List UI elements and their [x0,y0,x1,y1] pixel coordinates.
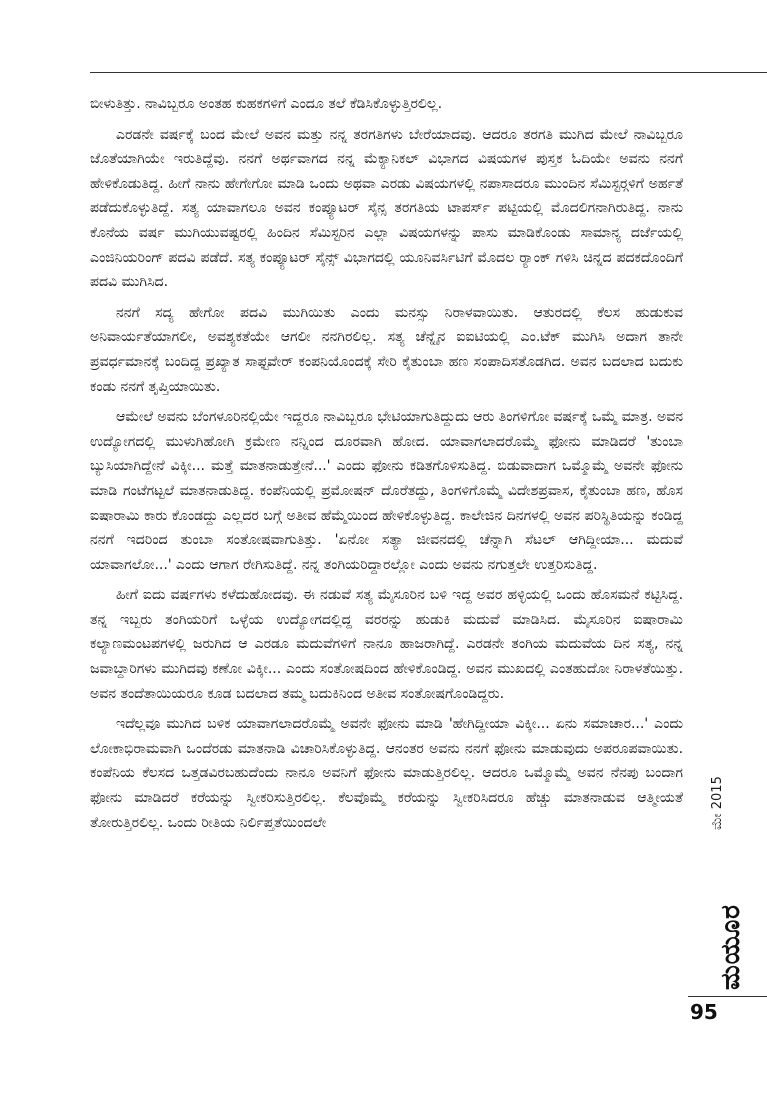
header-rule [90,72,767,73]
page-number: 95 [690,1000,718,1024]
article-paragraph: ಇದೆಲ್ಲವೂ ಮುಗಿದ ಬಳಿಕ ಯಾವಾಗಲಾದರೊಮ್ಮೆ ಅವನೇ ಫೋನು ಮಾಡಿ 'ಹೇಗಿದ್ದೀಯಾ ವಿಕ್ಕೀ... ಏನು ಸಮಾಚಾರ...' ಎಂದು ಲೋಕಾಭಿರಾಮವಾಗಿ ಒಂದೆರಡು ಮಾತನಾಡಿ ವಿಚಾರಿಸಿಕೊಳ್ಳುತಿದ್ದ. ಆನಂತರ ಅವನು ನನಗೆ ಫೋನು ಮಾಡುವುದು ಅಪರೂಪವಾಯಿತು. ಕಂಪೆನಿಯ ಕೆಲಸದ ಒತ್ತಡವಿರಬಹುದೆಂದು ನಾನೂ ಅವನಿಗೆ ಫೋನು ಮಾಡುತ್ತಿರಲಿಲ್ಲ. ಆದರೂ ಒಮ್ಮೊಮ್ಮೆ ಅವನ ನೆನಪು ಬಂದಾಗ ಫೋನು ಮಾಡಿದರೆ ಕರೆಯನ್ನು ಸ್ವೀಕರಿಸುತ್ತಿರಲಿಲ್ಲ. ಕೆಲವೊಮ್ಮೆ ಕರೆಯನ್ನು ಸ್ವೀಕರಿಸಿದರೂ ಹೆಚ್ಚು ಮಾತನಾಡುವ ಆತ್ಮೀಯತೆ ತೋರುತ್ತಿರಲಿಲ್ಲ. ಒಂದು ರೀತಿಯ ನಿರ್ಲಿಪ್ತತೆಯಿಂದಲೇ [90,716,683,831]
article-paragraph: ಹೀಗೆ ಐದು ವರ್ಷಗಳು ಕಳೆದುಹೋದವು. ಈ ನಡುವೆ ಸತ್ಯ ಮೈಸೂರಿನ ಬಳಿ ಇದ್ದ ಅವರ ಹಳ್ಳಿಯಲ್ಲಿ ಒಂದು ಹೊಸಮನೆ ಕಟ್ಟಿಸಿದ್ದ. ತನ್ನ ಇಬ್ಬರು ತಂಗಿಯರಿಗೆ ಒಳ್ಳೆಯ ಉದ್ಯೋಗದಲ್ಲಿದ್ದ ವರರನ್ನು ಹುಡುಕಿ ಮದುವೆ ಮಾಡಿಸಿದ. ಮೈಸೂರಿನ ಐಷಾರಾಮಿ ಕಲ್ಯಾಣಮಂಟಪಗಳಲ್ಲಿ ಜರುಗಿದ ಆ ಎರಡೂ ಮದುವೆಗಳಿಗೆ ನಾನೂ ಹಾಜರಾಗಿದ್ದೆ. ಎರಡನೇ ತಂಗಿಯ ಮದುವೆಯ ದಿನ ಸತ್ಯ, ನನ್ನ ಜವಾಬ್ದಾರಿಗಳು ಮುಗಿದವು ಕಣೋ ವಿಕ್ಕೀ... ಎಂದು ಸಂತೋಷದಿಂದ ಹೇಳಿಕೊಂಡಿದ್ದ. ಅವನ ಮುಖದಲ್ಲಿ ಎಂತಹುದೋ ನಿರಾಳತೆಯಿತ್ತು. ಅವನ ತಂದೆತಾಯಿಯರೂ ಕೂಡ ಬದಲಾದ ತಮ್ಮ ಬದುಕಿನಿಂದ ಅತೀವ ಸಂತೋಷಗೊಂಡಿದ್ದರು. [90,587,683,702]
article-paragraph: ಆಮೇಲೆ ಅವನು ಬೆಂಗಳೂರಿನಲ್ಲಿಯೇ ಇದ್ದರೂ ನಾವಿಬ್ಬರೂ ಭೇಟಿಯಾಗುತಿದ್ದುದು ಆರು ತಿಂಗಳಿಗೋ ವರ್ಷಕ್ಕೆ ಒಮ್ಮೆ ಮಾತ್ರ. ಅವನ ಉದ್ಯೋಗದಲ್ಲಿ ಮುಳುಗಿಹೋಗಿ ಕ್ರಮೇಣ ನನ್ನಿಂದ ದೂರವಾಗಿ ಹೋದ. ಯಾವಾಗಲಾದರೊಮ್ಮೆ ಫೋನು ಮಾಡಿದರೆ 'ತುಂಬಾ ಬ್ಯುಸಿಯಾಗಿದ್ದೇನೆ ವಿಕ್ಕೀ... ಮತ್ತೆ ಮಾತನಾಡುತ್ತೇನೆ...' ಎಂದು ಫೋನು ಕಡಿತಗೊಳಿಸುತಿದ್ದ. ಬಿಡುವಾದಾಗ ಒಮ್ಮೊಮ್ಮೆ ಅವನೇ ಫೋನು ಮಾಡಿ ಗಂಟೆಗಟ್ಟಲೆ ಮಾತನಾಡುತಿದ್ದ. ಕಂಪೆನಿಯಲ್ಲಿ ಪ್ರಮೋಷನ್ ದೊರೆತದ್ದು, ತಿಂಗಳಿಗೊಮ್ಮೆ ವಿದೇಶಪ್ರವಾಸ, ಕೈತುಂಬಾ ಹಣ, ಹೊಸ ಐಷಾರಾಮಿ ಕಾರು ಕೊಂಡದ್ದು ಎಲ್ಲದರ ಬಗ್ಗೆ ಅತೀವ ಹೆಮ್ಮೆಯಿಂದ ಹೇಳಿಕೊಳ್ಳುತಿದ್ದ. ಕಾಲೇಜಿನ ದಿನಗಳಲ್ಲಿ ಅವನ ಪರಿಸ್ಥಿತಿಯನ್ನು ಕಂಡಿದ್ದ ನನಗೆ ಇದರಿಂದ ತುಂಬಾ ಸಂತೋಷವಾಗುತಿತ್ತು. 'ಏನೋ ಸತ್ಯಾ ಜೀವನದಲ್ಲಿ ಚೆನ್ನಾಗಿ ಸೆಟಲ್ ಆಗಿದ್ದೀಯಾ... ಮದುವೆ ಯಾವಾಗಲೋ...' ಎಂದು ಆಗಾಗ ರೇಗಿಸುತಿದ್ದೆ. ನನ್ನ ತಂಗಿಯರಿದ್ದಾರಲ್ಲೋ ಎಂದು ಅವನು ನಗುತ್ತಲೇ ಉತ್ತರಿಸುತಿದ್ದ. [90,409,683,573]
article-paragraph: ಬೀಳುತಿತ್ತು. ನಾವಿಬ್ಬರೂ ಅಂತಹ ಕುಹಕಗಳಿಗೆ ಎಂದೂ ತಲೆ ಕೆಡಿಸಿಕೊಳ್ಳುತ್ತಿರಲಿಲ್ಲ. [90,96,443,112]
magazine-sidebar [688,826,746,996]
footer-rule [688,996,767,997]
article-paragraph: ಎರಡನೇ ವರ್ಷಕ್ಕೆ ಬಂದ ಮೇಲೆ ಅವನ ಮತ್ತು ನನ್ನ ತರಗತಿಗಳು ಬೇರೆಯಾದವು. ಆದರೂ ತರಗತಿ ಮುಗಿದ ಮೇಲೆ ನಾವಿಬ್ಬರೂ ಜೊತೆಯಾಗಿಯೇ ಇರುತಿದ್ದೆವು. ನನಗೆ ಅರ್ಥವಾಗದ ನನ್ನ ಮೆಕ್ಯಾನಿಕಲ್ ವಿಭಾಗದ ವಿಷಯಗಳ ಪುಸ್ತಕ ಓದಿಯೇ ಅವನು ನನಗೆ ಹೇಳಿಕೊಡುತಿದ್ದ. ಹೀಗೆ ನಾನು ಹೇಗೇಗೋ ಮಾಡಿ ಒಂದು ಅಥವಾ ಎರಡು ವಿಷಯಗಳಲ್ಲಿ ನಪಾಸಾದರೂ ಮುಂದಿನ ಸೆಮಿಸ್ಟರ‍್ಗಳಿಗೆ ಅರ್ಹತೆ ಪಡೆದುಕೊಳ್ಳುತಿದ್ದೆ. ಸತ್ಯ ಯಾವಾಗಲೂ ಅವನ ಕಂಪ್ಯೂಟರ್ ಸೈನ್ಸ ತರಗತಿಯ ಟಾಪರ್ಸ್ ಪಟ್ಟಿಯಲ್ಲಿ ಮೊದಲಿಗನಾಗಿರುತಿದ್ದ. ನಾನು ಕೊನೆಯ ವರ್ಷ ಮುಗಿಯುವಷ್ಟರಲ್ಲಿ ಹಿಂದಿನ ಸೆಮಿಸ್ಟರಿನ ಎಲ್ಲಾ ವಿಷಯಗಳನ್ನು ಪಾಸು ಮಾಡಿಕೊಂಡು ಸಾಮಾನ್ಯ ದರ್ಜೆಯಲ್ಲಿ ಎಂಜಿನಿಯರಿಂಗ್ ಪದವಿ ಪಡೆದೆ. ಸತ್ಯ ಕಂಪ್ಯೂಟರ್ ಸೈನ್ಸ್ ವಿಭಾಗದಲ್ಲಿ ಯೂನಿವರ್ಸಿಟಿಗೆ ಮೊದಲ ರ‍್ಯಾಂಕ್ ಗಳಿಸಿ ಚಿನ್ನದ ಪದಕದೊಂದಿಗೆ ಪದವಿ ಮುಗಿಸಿದ. [90,126,683,291]
magazine-logo-text: ಮಯೂರ [716,904,746,990]
article-paragraph: ನನಗೆ ಸದ್ಯ ಹೇಗೋ ಪದವಿ ಮುಗಿಯಿತು ಎಂದು ಮನಸ್ಸು ನಿರಾಳವಾಯಿತು. ಆತುರದಲ್ಲಿ ಕೆಲಸ ಹುಡುಕುವ ಅನಿವಾರ್ಯತೆಯಾಗಲೀ, ಅವಶ್ಯಕತೆಯೇ ಆಗಲೀ ನನಗಿರಲಿಲ್ಲ. ಸತ್ಯ ಚೆನ್ನೈನ ಐಐಟಿಯಲ್ಲಿ ಎಂ.ಟೆಕ್ ಮುಗಿಸಿ ಅದಾಗ ತಾನೇ ಪ್ರವರ್ಧಮಾನಕ್ಕೆ ಬಂದಿದ್ದ ಪ್ರಖ್ಯಾತ ಸಾಫ್ಟವೇರ್ ಕಂಪನಿಯೊಂದಕ್ಕೆ ಸೇರಿ ಕೈತುಂಬಾ ಹಣ ಸಂಪಾದಿಸತೊಡಗಿದ. ಅವನ ಬದಲಾದ ಬದುಕು ಕಂಡು ನನಗೆ ತೃಪ್ತಿಯಾಯಿತು. [90,304,683,395]
magazine-logo [690,826,746,996]
issue-date: ಮೇ 2015 [710,776,725,830]
issue-date-holder [696,776,725,830]
article-body [90,92,683,841]
